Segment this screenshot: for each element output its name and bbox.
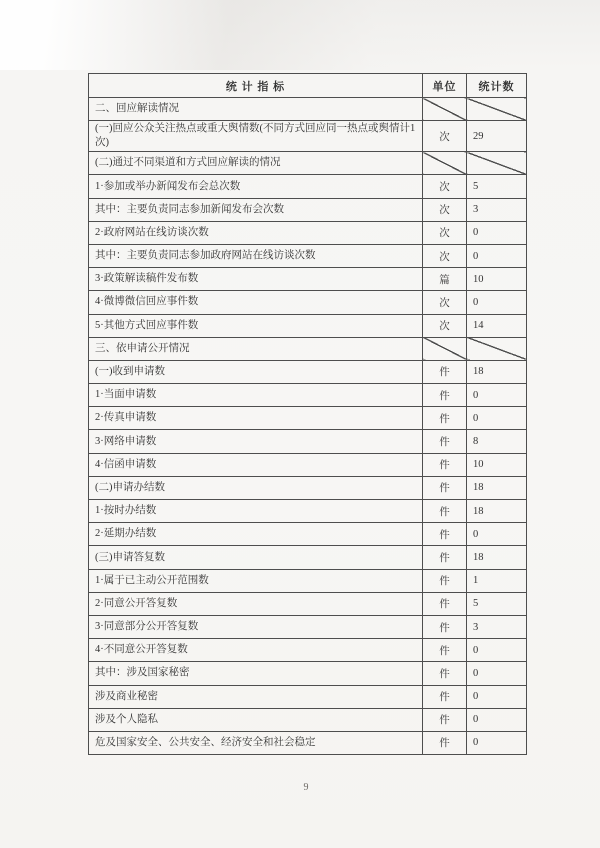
- indicator-cell: 涉及商业秘密: [89, 685, 423, 708]
- unit-cell: 件: [423, 569, 467, 592]
- value-cell: 10: [467, 268, 527, 291]
- value-cell: 0: [467, 731, 527, 754]
- value-cell: 10: [467, 453, 527, 476]
- unit-cell: 件: [423, 708, 467, 731]
- value-cell: 0: [467, 685, 527, 708]
- table-body: [89, 98, 527, 755]
- indicator-cell: 2·同意公开答复数: [89, 592, 423, 615]
- section-row: [89, 337, 527, 360]
- indicator-cell: 3·网络申请数: [89, 430, 423, 453]
- data-row: [89, 314, 527, 337]
- data-row: [89, 685, 527, 708]
- value-cell: 0: [467, 407, 527, 430]
- value-slash-cell: [467, 337, 527, 360]
- indicator-cell: 危及国家安全、公共安全、经济安全和社会稳定: [89, 731, 423, 754]
- indicator-cell: 涉及个人隐私: [89, 708, 423, 731]
- unit-cell: 件: [423, 662, 467, 685]
- scan-shading: [0, 0, 600, 70]
- unit-cell: 次: [423, 121, 467, 152]
- data-row: [89, 708, 527, 731]
- value-cell: 18: [467, 546, 527, 569]
- value-cell: 3: [467, 198, 527, 221]
- indicator-cell: (二)申请办结数: [89, 476, 423, 499]
- data-row: [89, 175, 527, 198]
- data-row: [89, 430, 527, 453]
- data-row: [89, 121, 527, 152]
- unit-cell: 件: [423, 476, 467, 499]
- indicator-cell: 2·延期办结数: [89, 523, 423, 546]
- data-row: [89, 198, 527, 221]
- unit-cell: 次: [423, 244, 467, 267]
- unit-cell: 件: [423, 523, 467, 546]
- unit-cell: 件: [423, 360, 467, 383]
- value-cell: 3: [467, 615, 527, 638]
- indicator-cell: 1·属于已主动公开范围数: [89, 569, 423, 592]
- header-unit: 单位: [423, 74, 467, 98]
- value-slash-cell: [467, 98, 527, 121]
- data-row: [89, 384, 527, 407]
- unit-cell: 件: [423, 546, 467, 569]
- data-row: [89, 500, 527, 523]
- data-row: [89, 453, 527, 476]
- value-cell: 0: [467, 291, 527, 314]
- unit-cell: 件: [423, 407, 467, 430]
- table-header-row: [89, 74, 527, 98]
- data-row: [89, 407, 527, 430]
- indicator-cell: 2·传真申请数: [89, 407, 423, 430]
- unit-cell: 件: [423, 685, 467, 708]
- indicator-cell: 1·参加或举办新闻发布会总次数: [89, 175, 423, 198]
- value-cell: 5: [467, 592, 527, 615]
- indicator-cell: 2·政府网站在线访谈次数: [89, 221, 423, 244]
- data-row: [89, 592, 527, 615]
- data-row: [89, 291, 527, 314]
- value-cell: 29: [467, 121, 527, 152]
- data-row: [89, 546, 527, 569]
- section-row: [89, 98, 527, 121]
- unit-cell: 次: [423, 314, 467, 337]
- value-cell: 0: [467, 221, 527, 244]
- header-count: 统计数: [467, 74, 527, 98]
- unit-cell: 次: [423, 175, 467, 198]
- value-cell: 1: [467, 569, 527, 592]
- data-row: [89, 731, 527, 754]
- data-row: [89, 523, 527, 546]
- unit-cell: 次: [423, 291, 467, 314]
- value-cell: 0: [467, 523, 527, 546]
- indicator-cell: 其中：主要负责同志参加政府网站在线访谈次数: [89, 244, 423, 267]
- indicator-cell: (二)通过不同渠道和方式回应解读的情况: [89, 152, 423, 175]
- data-row: [89, 244, 527, 267]
- unit-cell: 篇: [423, 268, 467, 291]
- data-row: [89, 360, 527, 383]
- indicator-cell: 5·其他方式回应事件数: [89, 314, 423, 337]
- value-cell: 5: [467, 175, 527, 198]
- unit-slash-cell: [423, 98, 467, 121]
- unit-cell: 件: [423, 639, 467, 662]
- data-row: [89, 662, 527, 685]
- unit-cell: 件: [423, 500, 467, 523]
- value-cell: 18: [467, 500, 527, 523]
- indicator-cell: (一)回应公众关注热点或重大舆情数(不同方式回应同一热点或舆情计1次): [89, 121, 423, 152]
- indicator-cell: 二、回应解读情况: [89, 98, 423, 121]
- value-cell: 0: [467, 662, 527, 685]
- unit-cell: 次: [423, 221, 467, 244]
- data-row: [89, 639, 527, 662]
- indicator-cell: 3·政策解读稿件发布数: [89, 268, 423, 291]
- section-row: [89, 152, 527, 175]
- indicator-cell: 其中：主要负责同志参加新闻发布会次数: [89, 198, 423, 221]
- value-cell: 0: [467, 708, 527, 731]
- indicator-cell: 1·当面申请数: [89, 384, 423, 407]
- data-row: [89, 615, 527, 638]
- data-row: [89, 268, 527, 291]
- unit-cell: 件: [423, 592, 467, 615]
- unit-cell: 件: [423, 384, 467, 407]
- value-cell: 0: [467, 384, 527, 407]
- unit-cell: 件: [423, 731, 467, 754]
- indicator-cell: 3·同意部分公开答复数: [89, 615, 423, 638]
- value-cell: 14: [467, 314, 527, 337]
- statistics-table: [88, 73, 527, 755]
- unit-slash-cell: [423, 152, 467, 175]
- indicator-cell: 三、依申请公开情况: [89, 337, 423, 360]
- data-row: [89, 569, 527, 592]
- page-number: 9: [303, 782, 309, 793]
- value-cell: 18: [467, 476, 527, 499]
- data-row: [89, 221, 527, 244]
- value-cell: 0: [467, 639, 527, 662]
- indicator-cell: 其中：涉及国家秘密: [89, 662, 423, 685]
- value-cell: 18: [467, 360, 527, 383]
- unit-cell: 件: [423, 453, 467, 476]
- indicator-cell: (三)申请答复数: [89, 546, 423, 569]
- unit-cell: 件: [423, 615, 467, 638]
- indicator-cell: 1·按时办结数: [89, 500, 423, 523]
- data-row: [89, 476, 527, 499]
- indicator-cell: 4·信函申请数: [89, 453, 423, 476]
- header-indicator: 统 计 指 标: [89, 74, 423, 98]
- indicator-cell: 4·不同意公开答复数: [89, 639, 423, 662]
- indicator-cell: (一)收到申请数: [89, 360, 423, 383]
- unit-slash-cell: [423, 337, 467, 360]
- unit-cell: 件: [423, 430, 467, 453]
- indicator-cell: 4·微博微信回应事件数: [89, 291, 423, 314]
- unit-cell: 次: [423, 198, 467, 221]
- value-cell: 8: [467, 430, 527, 453]
- value-cell: 0: [467, 244, 527, 267]
- value-slash-cell: [467, 152, 527, 175]
